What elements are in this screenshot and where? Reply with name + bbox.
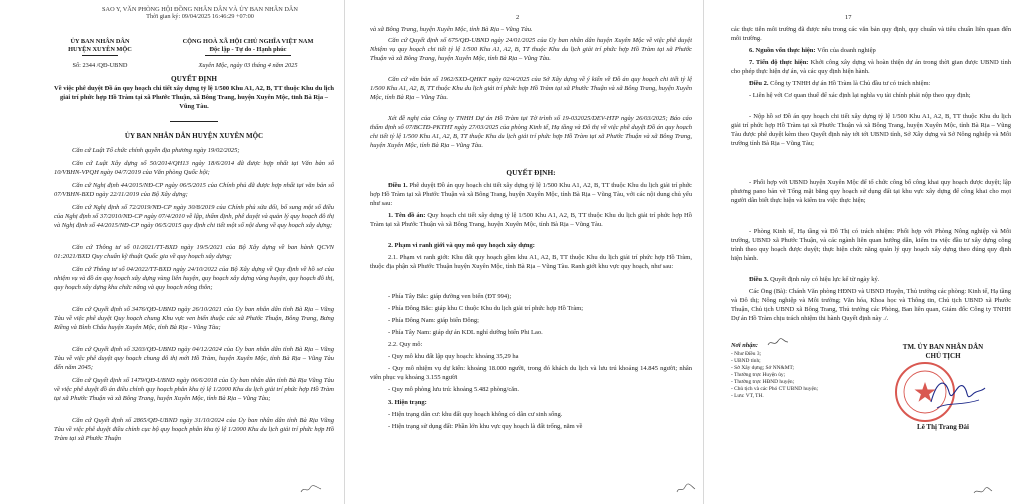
motto-underline xyxy=(205,55,291,56)
handwritten-signature xyxy=(927,372,987,414)
legal-basis-8: Căn cứ Quyết định số 3203/QĐ-UBND ngày 04/12/2024 của Ủy ban nhân dân tỉnh Bà Rịa – Vũng Tàu về việc phê duyệt quy hoạch chung đô thị mới Hồ Tràm, huyện Xuyên Mộc, tỉnh Bà Rịa – Vũng Tàu đến năm 2045; xyxy=(54,346,334,371)
section-3-heading: 3. Hiện trạng: xyxy=(388,399,427,406)
recipient-3: - Sở Xây dựng; Sở NN&MT; xyxy=(731,365,794,371)
article-1-text: Phê duyệt Đồ án quy hoạch chi tiết xây dựng tỷ lệ 1/500 Khu A1, A2, B, TT thuộc Khu du lịch giải trí phức hợp Hồ Tràm tại xã Phước Thuận và xã Bông Trang, huyện Xuyên Mộc, tỉnh Bà Rịa – Vũng Tàu, với các nội dung chủ yếu như sau: xyxy=(370,182,692,207)
recipient-4: - Thường trực Huyện ủy; xyxy=(731,372,786,378)
copy-header-line1: SAO Y, VĂN PHÒNG HỘI ĐỒNG NHÂN DÂN VÀ ỦY BAN NHÂN DÂN xyxy=(102,6,298,13)
copy-header-line2: Thời gian ký: 09/04/2025 16:46:29 +07:00 xyxy=(146,13,254,20)
legal-basis-9: Căn cứ Quyết định số 1479/QĐ-UBND ngày 06/6/2018 của Ủy ban nhân dân tỉnh Bà Rịa Vũng Tàu về việc phê duyệt đồ án điều chỉnh quy hoạch phân khu tỷ lệ 1/2000 Khu du lịch giải trí phức hợp Hồ Tràm tại xã Phước Thuận và xã Bông Trang, huyện Xuyên Mộc, tỉnh Bà Rịa – Vũng Tàu; xyxy=(54,377,334,402)
legal-basis-2: Căn cứ Luật Xây dựng số 50/2014/QH13 ngày 18/6/2014 đã được hợp nhất tại Văn bản số 10/VBHN-VPQH ngày 04/7/2019 của Văn phòng Quốc hội; xyxy=(54,160,334,176)
recipient-2: - UBND tỉnh; xyxy=(731,358,761,364)
initial-mark xyxy=(973,486,993,496)
recipient-1: - Như Điều 3; xyxy=(731,351,762,357)
status-land-use: - Hiện trạng sử dụng đất: Phần lớn khu vực quy hoạch là đất trống, nằm về xyxy=(388,423,583,430)
issuing-authority: ỦY BAN NHÂN DÂN HUYỆN XUYÊN MỘC xyxy=(124,132,264,140)
article-2-text: Công ty TNHH dự án Hồ Tràm là Chủ đầu tư có trách nhiệm: xyxy=(768,80,931,87)
legal-basis-11: Căn cứ Quyết định số 675/QĐ-UBND ngày 24/01/2025 của Ủy ban nhân dân huyện Xuyên Mộc về việc phê duyệt Nhiệm vụ quy hoạch chi tiết tỷ lệ 1/500 Khu A1, A2, B, TT thuộc Khu du lịch giải trí phức hợp Hồ Tràm tại xã Phước Thuận và xã Bông Trang, huyện Xuyên Mộc, tỉnh Bà Rịa – Vũng Tàu. xyxy=(370,37,692,62)
section-6-label: 6. Nguồn vốn thực hiện: xyxy=(749,47,816,54)
section-7-label: 7. Tiến độ thực hiện: xyxy=(749,59,809,66)
legal-basis-10: Căn cứ Quyết định số 2865/QĐ-UBND ngày 31/10/2024 của Ủy ban nhân dân tỉnh Bà Rịa Vũng Tàu về việc phê duyệt điều chỉnh cục bộ quy hoạch phân khu tỷ lệ 1/2000 Khu du lịch giải trí phức hợp Hồ Tràm tại xã Phước Thuận xyxy=(54,417,334,442)
recipients-label: Nơi nhận: xyxy=(731,342,759,349)
article-2-item-1: - Liên hệ với Cơ quan thuế để xác định lại nghĩa vụ tài chính phải nộp theo quy định; xyxy=(749,92,971,99)
document-page-3 xyxy=(705,0,1024,504)
boundary-ne: - Phía Đông Bắc: giáp khu C thuộc Khu du lịch giải trí phức hợp Hồ Tràm; xyxy=(388,305,584,312)
signer-role-line1: TM. ỦY BAN NHÂN DÂN xyxy=(902,343,984,351)
article-3-label: Điều 3. xyxy=(749,276,769,283)
document-subject: Về việc phê duyệt Đồ án quy hoạch chi tiết xây dựng tỷ lệ 1/500 Khu A1, A2, B, TT thuộc Khu du lịch giải trí phức hợp Hồ Tràm tại xã Phước Thuận, xã Bông Trang, huyện Xuyên Mộc, tỉnh Bà Rịa – Vũng Tàu. xyxy=(54,85,334,110)
section-1 xyxy=(370,212,692,240)
article-3 xyxy=(731,276,1011,286)
decision-date: Xuyên Mộc, ngày 03 tháng 4 năm 2025 xyxy=(198,62,298,69)
scale-area: - Quy mô khu đất lập quy hoạch: khoảng 35,29 ha xyxy=(388,353,519,360)
legal-basis-10-cont: và xã Bông Trang, huyện Xuyên Mộc, tỉnh Bà Rịa – Vũng Tàu. xyxy=(370,26,533,33)
issuer-org-line2: HUYỆN XUYÊN MỘC xyxy=(68,46,132,53)
scale-population: - Quy mô nhiệm vụ dự kiến: khoảng 18.000 người, trong đó khách du lịch và lưu trú khoảng 14.845 người; nhân viên phục vụ khoảng 3.155 người xyxy=(370,365,692,381)
article-2-item-2: - Nộp hồ sơ Đồ án quy hoạch chi tiết xây dựng tỷ lệ 1/500 Khu A1, A2, B, TT thuộc Khu du lịch giải trí phức hợp Hồ Tràm tại xã Phước Thuận và xã Bông Trang, huyện Xuyên Mộc, tỉnh Bà Rịa – Vũng Tàu được phê duyệt kèm theo Quyết định này tới tới UBND tỉnh, Sở Xây dựng và Sở Nông nghiệp và Môi trường tỉnh Bà Rịa – Vũng Tàu; xyxy=(731,113,1011,147)
signer-role-line2: CHỦ TỊCH xyxy=(925,352,961,360)
section-6 xyxy=(731,47,1011,57)
status-residents: - Hiện trạng dân cư: khu đất quy hoạch không có dân cư sinh sống. xyxy=(388,411,563,418)
boundary-nw: - Phía Tây Bắc: giáp đường ven biển (ĐT 994); xyxy=(388,293,512,300)
national-title: CỘNG HOÀ XÃ HỘI CHỦ NGHĨA VIỆT NAM xyxy=(182,38,314,45)
legal-basis-12: Căn cứ văn bản số 1962/SXD-QHKT ngày 02/4/2025 của Sở Xây dựng về ý kiến về Đồ án quy hoạch chi tiết tỷ lệ 1/500 Khu A1, A2, B, TT thuộc Khu du lịch giải trí phức hợp Hồ Tràm tại xã Phước Thuận và xã Bông Trang, huyện Xuyên Mộc, tỉnh Bà Rịa – Vũng Tàu. xyxy=(370,76,692,101)
article-2 xyxy=(731,80,1011,90)
subject-underline xyxy=(170,121,218,122)
legal-basis-3: Căn cứ Nghị định 44/2015/NĐ-CP ngày 06/5/2015 của Chính phủ đã được hợp nhất tại văn bản số 07/VBHN-BXD ngày 22/11/2019 của Bộ Xây dựng; xyxy=(54,182,334,198)
legal-basis-1: Căn cứ Luật Tổ chức chính quyền địa phương ngày 19/02/2025; xyxy=(72,147,240,154)
national-motto: Độc lập - Tự do - Hạnh phúc xyxy=(209,46,287,53)
section-2-heading: 2. Phạm vi ranh giới và quy mô quy hoạch xây dựng: xyxy=(388,242,535,249)
scale-rooms: - Quy mô phòng lưu trú: khoảng 5.482 phòng/căn. xyxy=(388,386,519,393)
document-title: QUYẾT ĐỊNH xyxy=(171,75,217,83)
section-1-text: Quy hoạch chi tiết xây dựng tỷ lệ 1/500 Khu A1, A2, B, TT thuộc Khu du lịch giải trí phức hợp Hồ Tràm tại xã Phước Thuận và xã Bông Trang, huyện Xuyên Mộc, tỉnh Bà Rịa – Vũng Tàu. xyxy=(370,212,692,228)
initial-mark xyxy=(300,484,322,494)
article-1 xyxy=(370,182,692,210)
signer-name: Lê Thị Trang Đài xyxy=(917,423,969,431)
article-3-text: Quyết định này có hiệu lực kể từ ngày ký. xyxy=(768,276,880,283)
decide-heading: QUYẾT ĐỊNH: xyxy=(506,168,556,177)
document-page-2 xyxy=(346,0,704,504)
issuer-org-line1: ỦY BAN NHÂN DÂN xyxy=(70,38,130,45)
legal-basis-4: Căn cứ Nghị định số 72/2019/NĐ-CP ngày 30/8/2019 của Chính phủ sửa đổi, bổ sung một số điều của Nghị định số 37/2010/NĐ-CP ngày 07/4/2010 về lập, thẩm định, phê duyệt và quản lý quy hoạch đô thị và Nghị định số 44/2015/NĐ-CP ngày 06/5/2015 quy định chi tiết một số nội dung về quy hoạch xây dựng; xyxy=(54,204,334,229)
legal-basis-5: Căn cứ Thông tư số 01/2021/TT-BXD ngày 19/5/2021 của Bộ Xây dựng về ban hành QCVN 01:2021/BXD Quy chuẩn kỹ thuật Quốc gia về quy hoạch xây dựng; xyxy=(54,244,334,260)
boundary-se: - Phía Đông Nam: giáp biển Đông; xyxy=(388,317,479,324)
legal-basis-6: Căn cứ Thông tư số 04/2022/TT-BXD ngày 24/10/2022 của Bộ Xây dựng về Quy định về hồ sơ của nhiệm vụ và đồ án quy hoạch xây dựng vùng liên huyện, quy hoạch xây dựng vùng huyện, quy hoạch đô thị, quy hoạch xây dựng khu chức năng và quy hoạch nông thôn; xyxy=(54,266,334,291)
issuer-underline xyxy=(82,55,118,56)
section-7 xyxy=(731,59,1011,78)
recipient-5: - Thường trực HĐND huyện; xyxy=(731,379,795,385)
section-1-label: 1. Tên đồ án: xyxy=(388,212,426,219)
article-2-label: Điều 2. xyxy=(749,80,769,87)
section-7-text: Khởi công xây dựng và hoàn thiện dự án trong thời gian được UBND tỉnh cho phép thực hiện dự án, và các quy định hiện hành. xyxy=(731,59,1011,75)
boundary-sw: - Phía Tây Nam: giáp dự án KDL nghỉ dưỡng biển Phi Lao. xyxy=(388,329,543,336)
initial-mark xyxy=(767,338,789,348)
page-number: 17 xyxy=(845,14,852,21)
page-number: 2 xyxy=(516,14,520,21)
recipient-6: - Chủ tịch và các Phó CT UBND huyện; xyxy=(731,386,819,392)
section-2-2: 2.2. Quy mô: xyxy=(388,341,423,348)
decision-number: Số: 2344 /QĐ-UBND xyxy=(72,62,128,69)
section-6-text: Vốn của doanh nghiệp xyxy=(815,47,876,54)
initial-mark xyxy=(676,483,696,495)
article-1-label: Điều 1. xyxy=(388,182,408,189)
section-2-1: 2.1. Phạm vi ranh giới: Khu đất quy hoạch gồm khu A1, A2, B, TT thuộc Khu du lịch giải trí phức hợp Hồ Tràm, thuộc địa phận xã Phước Thuận huyện Xuyên Mộc, tỉnh Bà Rịa – Vũng Tàu. Ranh giới khu vực quy hoạch, như sau: xyxy=(370,254,692,270)
article-2-item-4: - Phòng Kinh tế, Hạ tầng và Đô Thị có trách nhiệm: Phối hợp với Phòng Nông nghiệp và Môi trường, UBND xã Phước Thuận, và các ngành liên quan hướng dẫn, kiểm tra việc đầu tư xây dựng công trình theo quy hoạch được duyệt; thực hiện chức năng quản lý quy hoạch xây dựng theo đúng quy định hiện hành. xyxy=(731,228,1011,262)
document-page-1 xyxy=(0,0,345,504)
article-2-item-3: - Phối hợp với UBND huyện Xuyên Mộc để tổ chức công bố công khai quy hoạch được duyệt; lập phương pano bản vẽ Tổng mặt bằng quy hoạch sử dụng đất tại khu vực xây dựng để công khai cho mọi người dân biết thực hiện và kiểm tra việc thực hiện; xyxy=(731,179,1011,204)
recipient-7: - Lưu: VT, TH. xyxy=(731,393,764,399)
legal-basis-7: Căn cứ Quyết định số 3476/QĐ-UBND ngày 26/10/2021 của Ủy ban nhân dân tỉnh Bà Rịa – Vũng Tàu về việc phê duyệt Quy hoạch chung Khu vực ven biển thuộc các xã Phước Thuận, Bông Trang, Bưng Riềng và Bình Châu huyện Xuyên Mộc, tỉnh Bà Rịa - Vũng Tàu; xyxy=(54,306,334,331)
proposal-basis: Xét đề nghị của Công ty TNHH Dự án Hồ Tràm tại Tờ trình số 19-032025/DEV-HTP ngày 26/03/2025; Báo cáo thẩm định số 07/BCTĐ-PKTHT ngày 27/03/2025 của phòng Kinh tế, Hạ tầng và Đô thị về việc phê duyệt Đồ án quy hoạch chi tiết tỷ lệ 1/500 Khu A1, A2, B, TT thuộc Khu du lịch giải trí phức hợp Hồ Tràm tại xã Phước Thuận và xã Bông Trang, huyện Xuyên Mộc, tỉnh Bà Rịa – Vũng Tàu. xyxy=(370,115,692,149)
article-3-para: Các Ông (Bà): Chánh Văn phòng HĐND và UBND Huyện, Thủ trưởng các phòng: Kinh tế, Hạ tầng và Đô thị; Nông nghiệp và Môi trường; Văn hóa, Khoa học và Thông tin, Chủ tịch UBND xã Phước Thuận, Chủ tịch UBND xã Bông Trang, Thủ trưởng các Phòng, Ban liên quan, Giám đốc Công ty TNHH Dự án Hồ Tràm chịu trách nhiệm thi hành Quyết định này ./. xyxy=(731,288,1011,322)
environment-tail: các thực tiễn môi trường đã được nêu trong các văn bản quy định, quy chuẩn và tiêu chuẩn liên quan đến môi trường. xyxy=(731,26,1011,42)
